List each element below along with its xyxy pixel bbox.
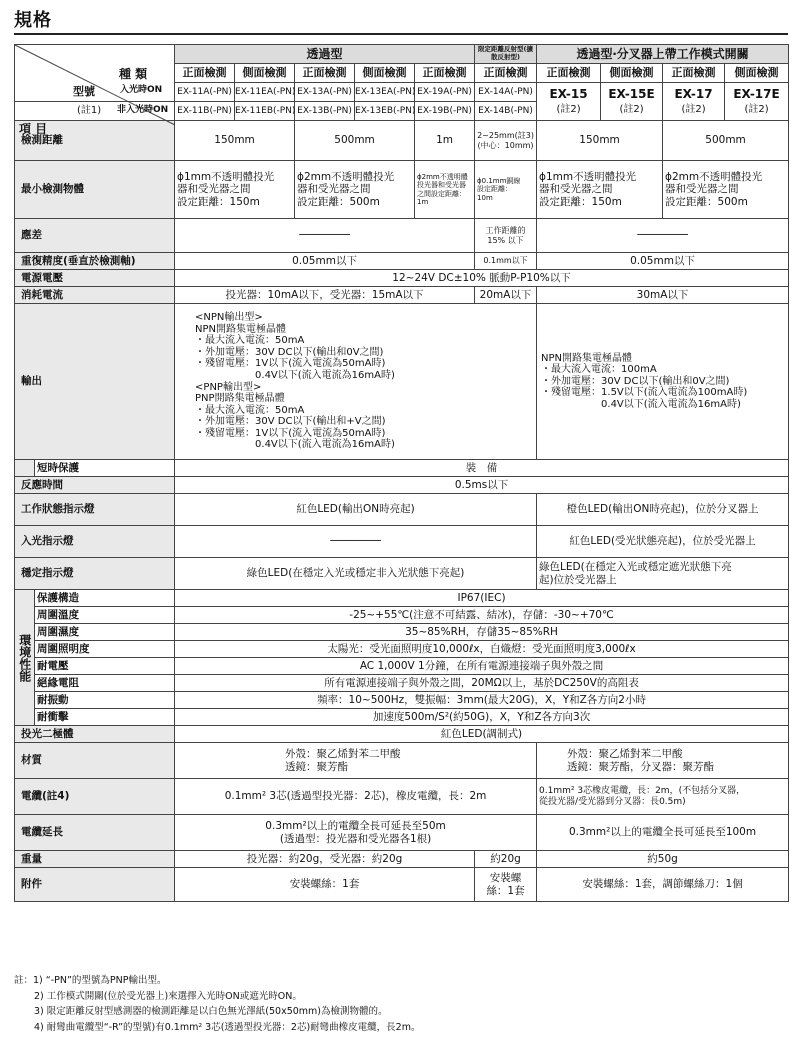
model-name: EX-15E [608,86,655,101]
row-repeat [15,253,789,270]
cell: ϕ1mm不透明體投光 器和受光器之間 設定距離：150m [537,161,663,219]
cell: 投光器：約20g，受光器：約20g [175,851,475,868]
row-material [15,743,789,779]
col-title: 正面檢測 [537,64,601,83]
col-title: 正面檢測 [295,64,355,83]
title-divider [14,33,788,35]
cell: ϕ2mm不透明體投光 器和受光器之間 設定距離：500m [295,161,415,219]
group-thru: 透過型 [175,45,475,64]
cell: 0.3mm²以上的電纜全長可延長至50m (透過型：投光器和受光器各1根) [175,815,537,851]
row-current [15,287,789,304]
cell: IP67(IEC) [175,590,789,607]
row-label: 投光二極體 [15,726,175,743]
row-label: 最小檢測物體 [15,161,175,219]
group-limited: 限定距離反射型(擴散反射型) [475,45,537,64]
cell: ϕ2mm不透明體 投光器和受光器 之間設定距離： 1m [415,161,475,219]
cell: 0.05mm以下 [175,253,475,270]
cell: 綠色LED(在穩定入光或穩定非入光狀態下亮起) [175,558,537,590]
row-op-indicator [15,494,789,526]
col-title: 側面檢測 [601,64,663,83]
cell: 約20g [475,851,537,868]
row-label: 耐電壓 [35,658,175,675]
col-title: 側面檢測 [235,64,295,83]
cell: 0.3mm²以上的電纜全長可延長至100m [537,815,789,851]
row-env [15,624,789,641]
row-voltage [15,270,789,287]
group-splitter: 透過型‧分叉器上帶工作模式開關 [537,45,789,64]
col-title: 正面檢測 [475,64,537,83]
model-splitter [663,83,725,121]
col-title: 正面檢測 [415,64,475,83]
row-accessory [15,868,789,902]
model-splitter [537,83,601,121]
cell: 500mm [295,121,415,161]
cell: 頻率：10~500Hz，雙振幅：3mm(最大20G)，X，Y和Z各方向2小時 [175,692,789,709]
model-on: EX-14A(-PN) [475,83,537,102]
cell: 裝 備 [175,460,789,477]
spec-table [14,44,789,902]
row-indent [15,460,35,477]
cell: -25~+55℃(注意不可結露、結冰)，存儲：-30~+70℃ [175,607,789,624]
cell: 1m [415,121,475,161]
row-label: 材質 [15,743,175,779]
row-response [15,477,789,494]
footnote: 4) 耐彎曲電纜型“-R”的型號)有0.1mm² 3芯(透過型投光器：2芯)耐彎曲橡皮電纜，長2m。 [34,1021,421,1033]
cell: 安裝螺 絲：1套 [475,868,537,902]
cell: ϕ2mm不透明體投光 器和受光器之間 設定距離：500m [663,161,789,219]
cell: 紅色LED(輸出ON時亮起) [175,494,537,526]
row-label: 輸出 [15,304,175,460]
cell: 0.1mm² 3芯橡皮電纜，長：2m，(不包括分叉器， 從投光器/受光器到分叉器：長0.5m) [537,779,789,815]
cell: 工作距離的 15% 以下 [475,219,537,253]
row-label: 耐衝擊 [35,709,175,726]
footnote: 3) 限定距離反射型感測器的檢測距離是以白色無光澤紙(50x50mm)為檢測物體的。 [34,1006,388,1017]
cell: 35~85%RH，存儲35~85%RH [175,624,789,641]
row-label: 應差 [15,219,175,253]
note-ref: (註2) [556,104,581,116]
cell: ──────── [175,526,537,558]
cell: ϕ1mm不透明體投光 器和受光器之間 設定距離：150m [175,161,295,219]
row-label: 絕緣電阻 [35,675,175,692]
row-label: 工作狀態指示燈 [15,494,175,526]
model-name: EX-17E [733,86,780,101]
cell: 綠色LED(在穩定入光或穩定遮光狀態下亮 起)位於受光器上 [537,558,789,590]
row-env [15,607,789,624]
cell: 20mA以下 [475,287,537,304]
row-env [15,709,789,726]
model-off: EX-13EB(-PN) [355,102,415,121]
row-label: 附件 [15,868,175,902]
cell: 2~25mm(註3) (中心：10mm) [475,121,537,161]
row-extension [15,815,789,851]
cell: ──────── [537,219,789,253]
row-label: 耐振動 [35,692,175,709]
row-short [15,460,789,477]
row-min-object [15,161,789,219]
page-title: 規格 [14,10,52,31]
col-title: 側面檢測 [355,64,415,83]
col-title: 側面檢測 [725,64,789,83]
row-label: 周圍濕度 [35,624,175,641]
dark-on-label: 非入光時ON [117,105,169,115]
cell: 安裝螺絲：1套 [175,868,475,902]
model-on: EX-13A(-PN) [295,83,355,102]
row-label: 電纜(註4) [15,779,175,815]
row-env [15,590,789,607]
footnote: 2) 工作模式開關(位於受光器上)來選擇入光時ON或遮光時ON。 [34,990,302,1002]
model-off: EX-11EB(-PN) [235,102,295,121]
model-splitter [601,83,663,121]
row-label: 消耗電流 [15,287,175,304]
model-off: EX-19B(-PN) [415,102,475,121]
cell: 橙色LED(輸出ON時亮起)，位於分叉器上 [537,494,789,526]
row-label: 周圍照明度 [35,641,175,658]
env-group-label: 環境性能 [15,590,35,726]
footnotes [14,973,788,1035]
row-label: 周圍溫度 [35,607,175,624]
row-output [15,304,789,460]
model-splitter [725,83,789,121]
model-off: EX-14B(-PN) [475,102,537,121]
cell: 太陽光：受光面照明度10,000ℓx，白熾燈：受光面照明度3,000ℓx [175,641,789,658]
cell: 安裝螺絲：1套，調節螺絲刀：1個 [537,868,789,902]
row-label: 檢測距離 [15,121,175,161]
cell: 12~24V DC±10% 脈動P-P10%以下 [175,270,789,287]
cell: AC 1,000V 1分鐘，在所有電源連接端子與外殼之間 [175,658,789,675]
row-hysteresis [15,219,789,253]
cell: <NPN輸出型> NPN開路集電極晶體 ・最大流入電流：50mA ・外加電壓：30V DC以下(輸出和0V之間) ・殘留電壓：1V以下(流入電流為50mA時) 0.4V以下(流入電流為16mA時) <PNP輸出型> PNP開路集電極晶體 ・最大流入電流：50mA ・外加電壓：30V DC以下(輸出和+V之間) ・殘留電壓：1V以下(流入電流為50mA時) 0.4V以下(流入電流為16mA時) [175,304,537,460]
col-title: 正面檢測 [175,64,235,83]
light-on-label: 入光時ON [120,85,163,95]
cell: 投光器：10mA以下，受光器：15mA以下 [175,287,475,304]
row-label: 短時保護 [35,460,175,477]
row-env [15,675,789,692]
row-incident-indicator [15,526,789,558]
note-ref: (註2) [619,104,644,116]
note1-label: (註1) [77,105,102,116]
row-label: 電源電壓 [15,270,175,287]
row-emitter [15,726,789,743]
row-cable [15,779,789,815]
model-on: EX-19A(-PN) [415,83,475,102]
cell: 紅色LED(調制式) [175,726,789,743]
row-label: 電纜延長 [15,815,175,851]
model-name: EX-15 [549,86,588,101]
row-stable-indicator [15,558,789,590]
cell: 約50g [537,851,789,868]
row-label: 穩定指示燈 [15,558,175,590]
cell: 加速度500m/S²(約50G)，X，Y和Z各方向3次 [175,709,789,726]
row-label: 反應時間 [15,477,175,494]
footnote: 註：1) “-PN”的型號為PNP輸出型。 [14,975,167,986]
cell: 0.5ms以下 [175,477,789,494]
row-env [15,641,789,658]
cell: 所有電源連接端子與外殼之間，20MΩ以上，基於DC250V的高阻表 [175,675,789,692]
cell: 500mm [663,121,789,161]
cell: 外殼：聚乙烯對苯二甲酸 透鏡：聚芳酯，分叉器：聚芳酯 [537,743,789,779]
model-name: EX-17 [674,86,713,101]
cell: 外殼：聚乙烯對苯二甲酸 透鏡：聚芳酯 [175,743,537,779]
col-title: 正面檢測 [663,64,725,83]
model-on: EX-13EA(-PN) [355,83,415,102]
row-label: 重復精度(垂直於檢測軸) [15,253,175,270]
model-on: EX-11A(-PN) [175,83,235,102]
row-label: 重量 [15,851,175,868]
cell: 150mm [537,121,663,161]
cell: 紅色LED(受光狀態亮起)，位於受光器上 [537,526,789,558]
cell: 0.05mm以下 [537,253,789,270]
model-label-cell [15,85,175,121]
row-env [15,692,789,709]
model-off: EX-13B(-PN) [295,102,355,121]
row-label: 保護構造 [35,590,175,607]
note-ref: (註2) [681,104,706,116]
cell: 150mm [175,121,295,161]
row-env [15,658,789,675]
cell: 30mA以下 [537,287,789,304]
type-label: 種 類 [119,67,148,81]
model-on: EX-11EA(-PN) [235,83,295,102]
cell: NPN開路集電極晶體 ・最大流入電流：100mA ・外加電壓：30V DC以下(輸出和0V之間) ・殘留電壓：1.5V以下(流入電流為100mA時) 0.4V以下(流入電流為16mA時) [537,304,789,460]
cell: ──────── [175,219,475,253]
row-label: 入光指示燈 [15,526,175,558]
model-label: 型號 [73,85,95,98]
cell: ϕ0.1mm銅線 設定距離： 10m [475,161,537,219]
cell: 0.1mm² 3芯(透過型投光器：2芯)，橡皮電纜，長：2m [175,779,537,815]
note-ref: (註2) [744,104,769,116]
row-distance [15,121,789,161]
model-off: EX-11B(-PN) [175,102,235,121]
row-weight [15,851,789,868]
item-label: 項 目 [19,122,48,136]
cell: 0.1mm以下 [475,253,537,270]
